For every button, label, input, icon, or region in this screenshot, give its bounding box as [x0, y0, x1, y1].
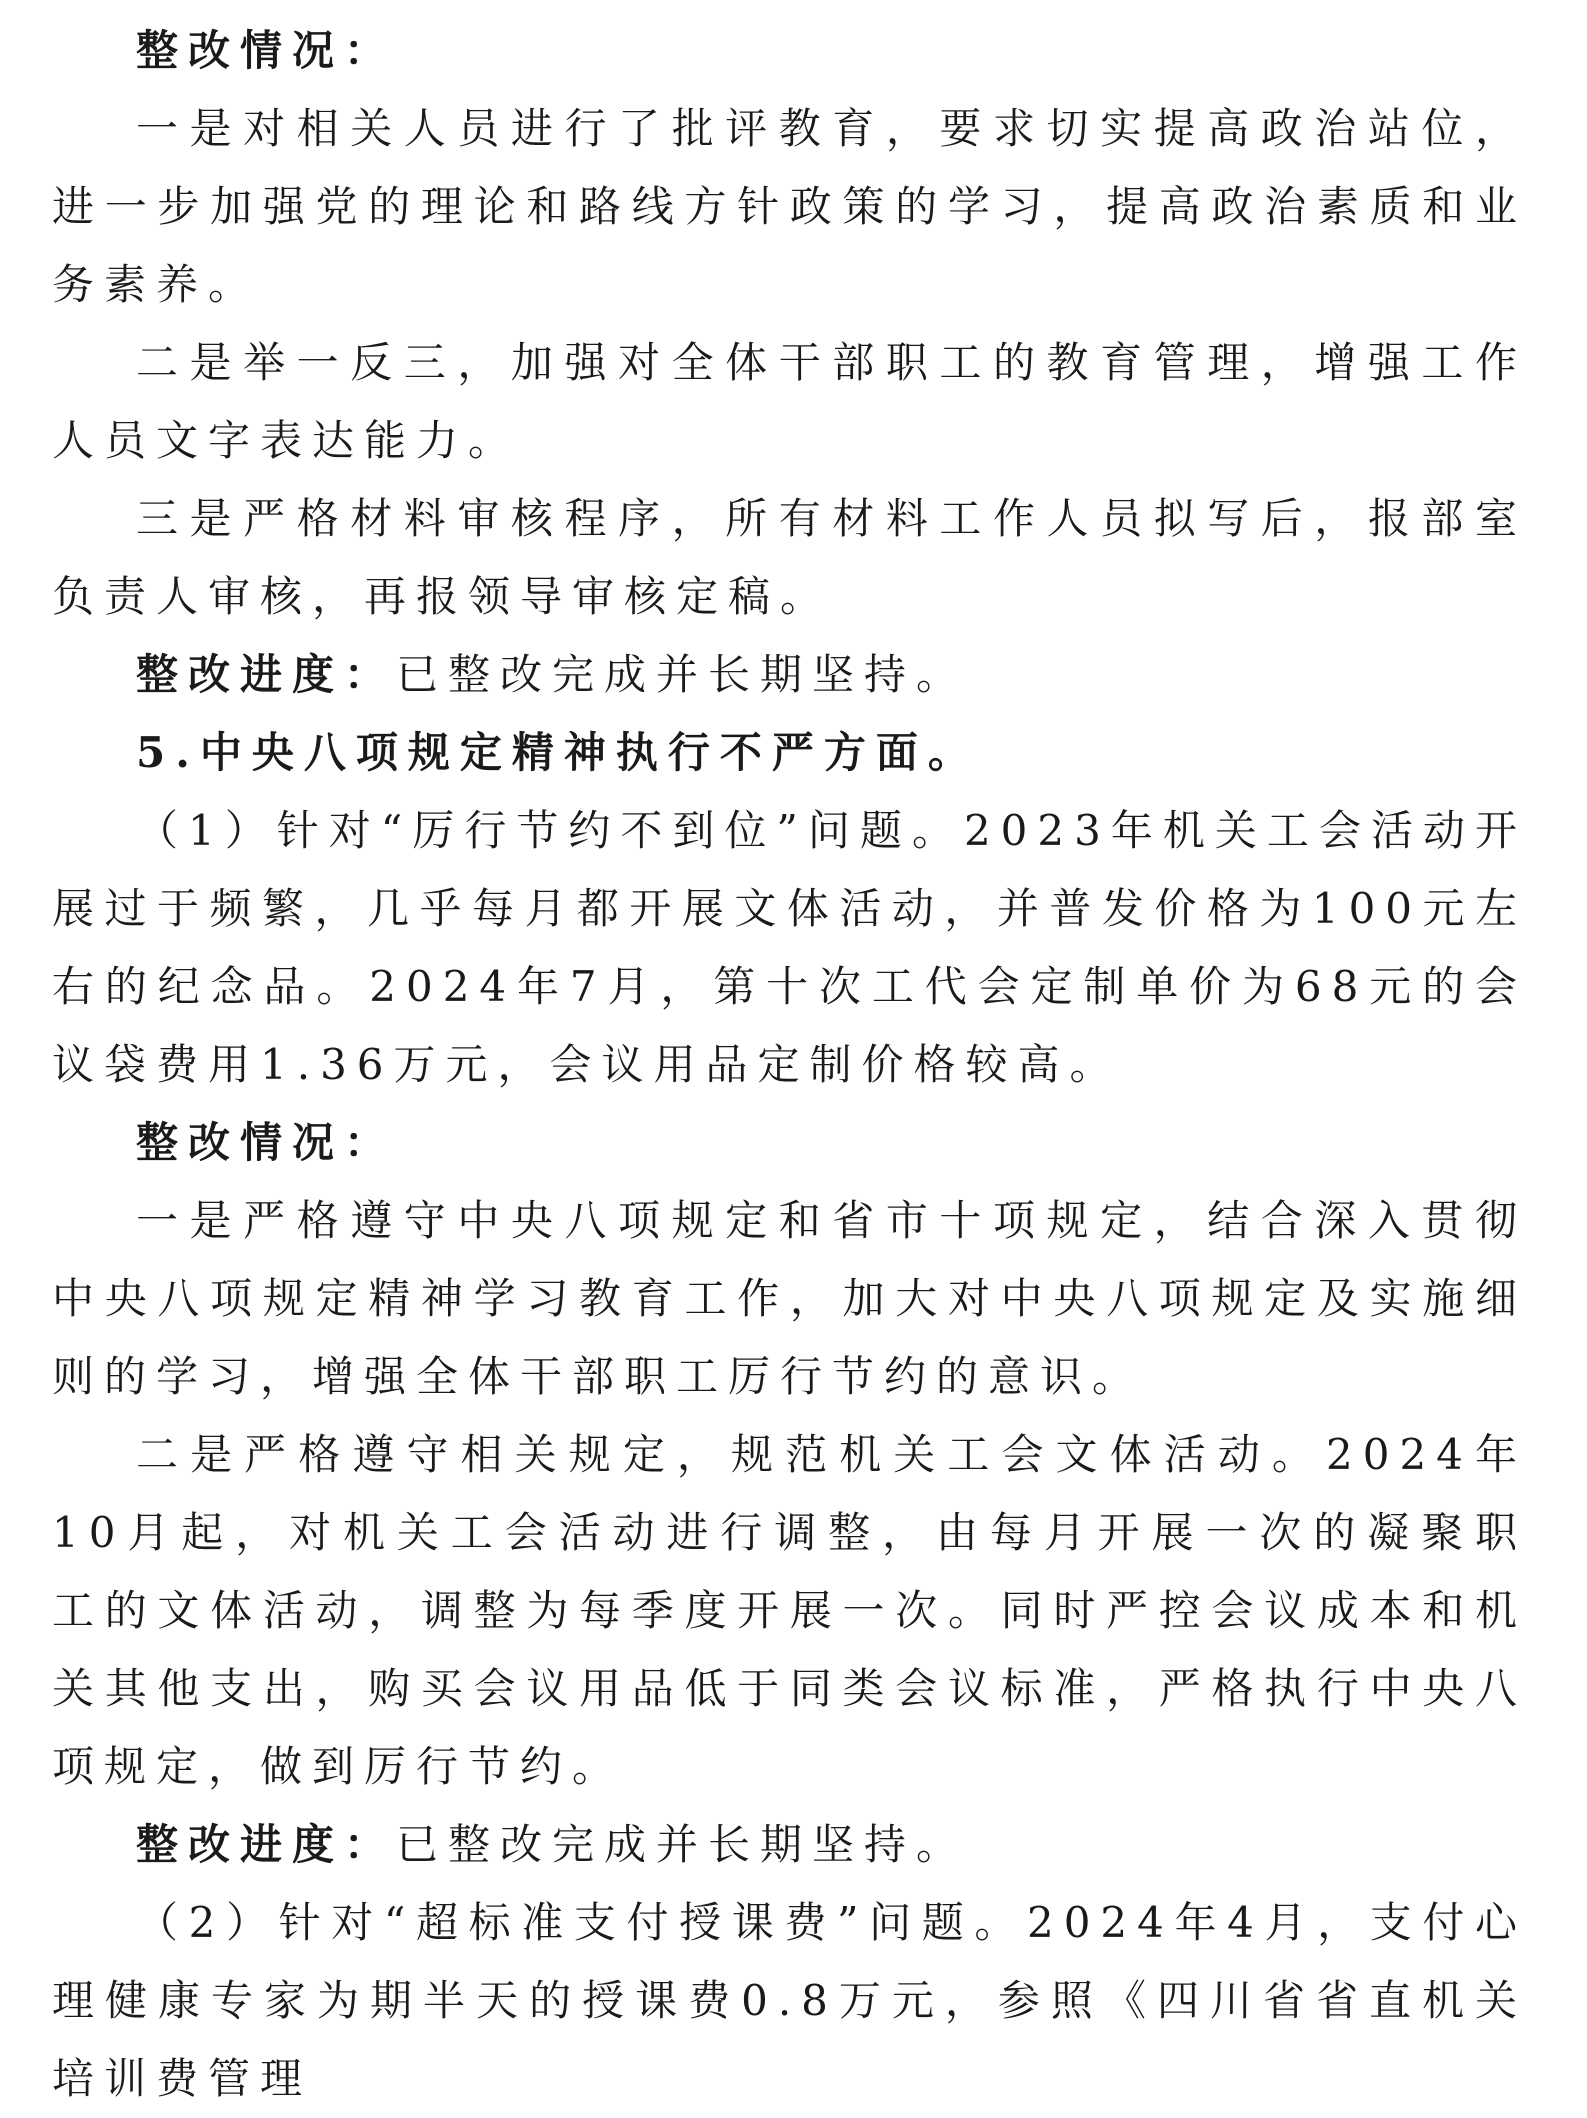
- paragraph-text: 一是严格遵守中央八项规定和省市十项规定，结合深入贯彻中央八项规定精神学习教育工作，加大对中央八项规定及实施细则的学习，增强全体干部职工厉行节约的意识。: [52, 1196, 1527, 1401]
- paragraph-text: 一是对相关人员进行了批评教育，要求切实提高政治站位，进一步加强党的理论和路线方针政策的学习，提高政治素质和业务素养。: [52, 104, 1527, 309]
- paragraph-text: 二是严格遵守相关规定，规范机关工会文体活动。2024年10月起，对机关工会活动进行调整，由每月开展一次的凝聚职工的文体活动，调整为每季度开展一次。同时严控会议成本和机关其他支出，购买会议用品低于同类会议标准，严格执行中央八项规定，做到厉行节约。: [52, 1430, 1527, 1791]
- paragraph-text: （1）针对“厉行节约不到位”问题。2023年机关工会活动开展过于频繁，几乎每月都开展文体活动，并普发价格为100元左右的纪念品。2024年7月，第十次工代会定制单价为68元的会议袋费用1.36万元，会议用品定制价格较高。: [52, 806, 1527, 1089]
- section-label: 整改情况：: [136, 1118, 397, 1167]
- paragraph-rectification-status-1: [52, 12, 1527, 90]
- paragraph-text: 已整改完成并长期坚持。: [396, 1820, 969, 1869]
- paragraph-measure-1: [52, 90, 1527, 324]
- paragraph-text: 三是严格材料审核程序，所有材料工作人员拟写后，报部室负责人审核，再报领导审核定稿。: [52, 494, 1527, 621]
- section-label: 整改进度：: [136, 650, 397, 699]
- paragraph-measure-2: [52, 324, 1527, 480]
- paragraph-text: 二是举一反三，加强对全体干部职工的教育管理，增强工作人员文字表达能力。: [52, 338, 1527, 465]
- section-heading: 5.中央八项规定精神执行不严方面。: [136, 728, 980, 777]
- paragraph-rectification-status-2: [52, 1104, 1527, 1182]
- paragraph-rectification-progress-1: [52, 636, 1527, 714]
- paragraph-measure-4: [52, 1182, 1527, 1416]
- paragraph-text: 已整改完成并长期坚持。: [396, 650, 969, 699]
- section-label: 整改情况：: [136, 26, 397, 75]
- paragraph-measure-5: [52, 1416, 1527, 1806]
- section-label: 整改进度：: [136, 1820, 397, 1869]
- paragraph-measure-3: [52, 480, 1527, 636]
- paragraph-issue-2: [52, 1884, 1527, 2118]
- paragraph-rectification-progress-2: [52, 1806, 1527, 1884]
- paragraph-issue-1: [52, 792, 1527, 1104]
- paragraph-text: （2）针对“超标准支付授课费”问题。2024年4月，支付心理健康专家为期半天的授课费0.8万元，参照《四川省省直机关培训费管理: [52, 1898, 1527, 2103]
- section-heading-5: [52, 714, 1527, 792]
